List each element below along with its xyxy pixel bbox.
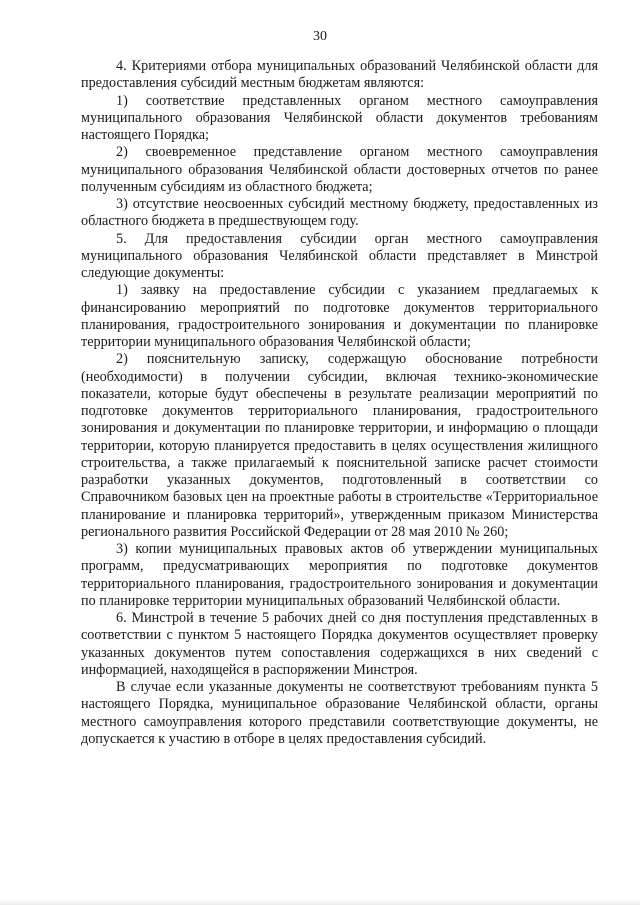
paragraph-criteria-intro: 4. Критериями отбора муниципальных образований Челябинской области для предоставления субсидий местным бюджетам являются: (81, 58, 598, 92)
paragraph-documents-1: 1) заявку на предоставление субсидии с указанием предлагаемых к финансированию мероприятий по подготовке документов территориального планирования, градостроительного зонирования и документации по планировке территории муниципального образования Челябинской области; (81, 282, 598, 350)
paragraph-rejection: В случае если указанные документы не соответствуют требованиям пункта 5 настоящего Порядка, муниципальное образование Челябинской области, органы местного самоуправления которого представили соответствующие документы, не допускается к участию в отборе в целях предоставления субсидий. (81, 679, 598, 747)
paragraph-documents-3: 3) копии муниципальных правовых актов об утверждении муниципальных программ, предусматривающих мероприятия по подготовке документов территориального планирования, градостроительного зонирования и документации по планировке территории муниципальных образований Челябинской области. (81, 541, 598, 609)
paragraph-documents-2: 2) пояснительную записку, содержащую обоснование потребности (необходимости) в получении субсидии, включая технико-экономические показатели, которые будут обеспечены в результате реализации мероприятий по подготовке документов территориального планирования, градостроительного зонирования и документации по планировке территории, и информацию о площади территории, которую планируется предоставить в целях осуществления жилищного строительства, а также прилагаемый к пояснительной записке расчет стоимости разработки указанных документов, подготовленный в соответствии со Справочником базовых цен на проектные работы в строительстве «Территориальное планирование и планировка территорий», утвержденным приказом Министерства регионального развития Российской Федерации от 28 мая 2010 № 260; (81, 351, 598, 540)
paragraph-criteria-1: 1) соответствие представленных органом местного самоуправления муниципального образования Челябинской области документов требованиям настоящего Порядка; (81, 92, 598, 143)
paragraph-criteria-2: 2) своевременное представление органом местного самоуправления муниципального образования Челябинской области достоверных отчетов по ранее полученным субсидиям из областного бюджета; (81, 144, 598, 195)
paragraph-criteria-3: 3) отсутствие неосвоенных субсидий местному бюджету, предоставленных из областного бюджета в предшествующем году. (81, 196, 598, 230)
page-number: 30 (313, 29, 327, 44)
scan-edge-shadow (0, 899, 640, 905)
document-body (81, 58, 598, 748)
paragraph-review: 6. Минстрой в течение 5 рабочих дней со дня поступления представленных в соответствии с пунктом 5 настоящего Порядка документов осуществляет проверку указанных документов путем сопоставления содержащихся в них сведений с информацией, находящейся в распоряжении Минстроя. (81, 610, 598, 678)
paragraph-documents-intro: 5. Для предоставления субсидии орган местного самоуправления муниципального образования Челябинской области представляет в Минстрой следующие документы: (81, 230, 598, 281)
